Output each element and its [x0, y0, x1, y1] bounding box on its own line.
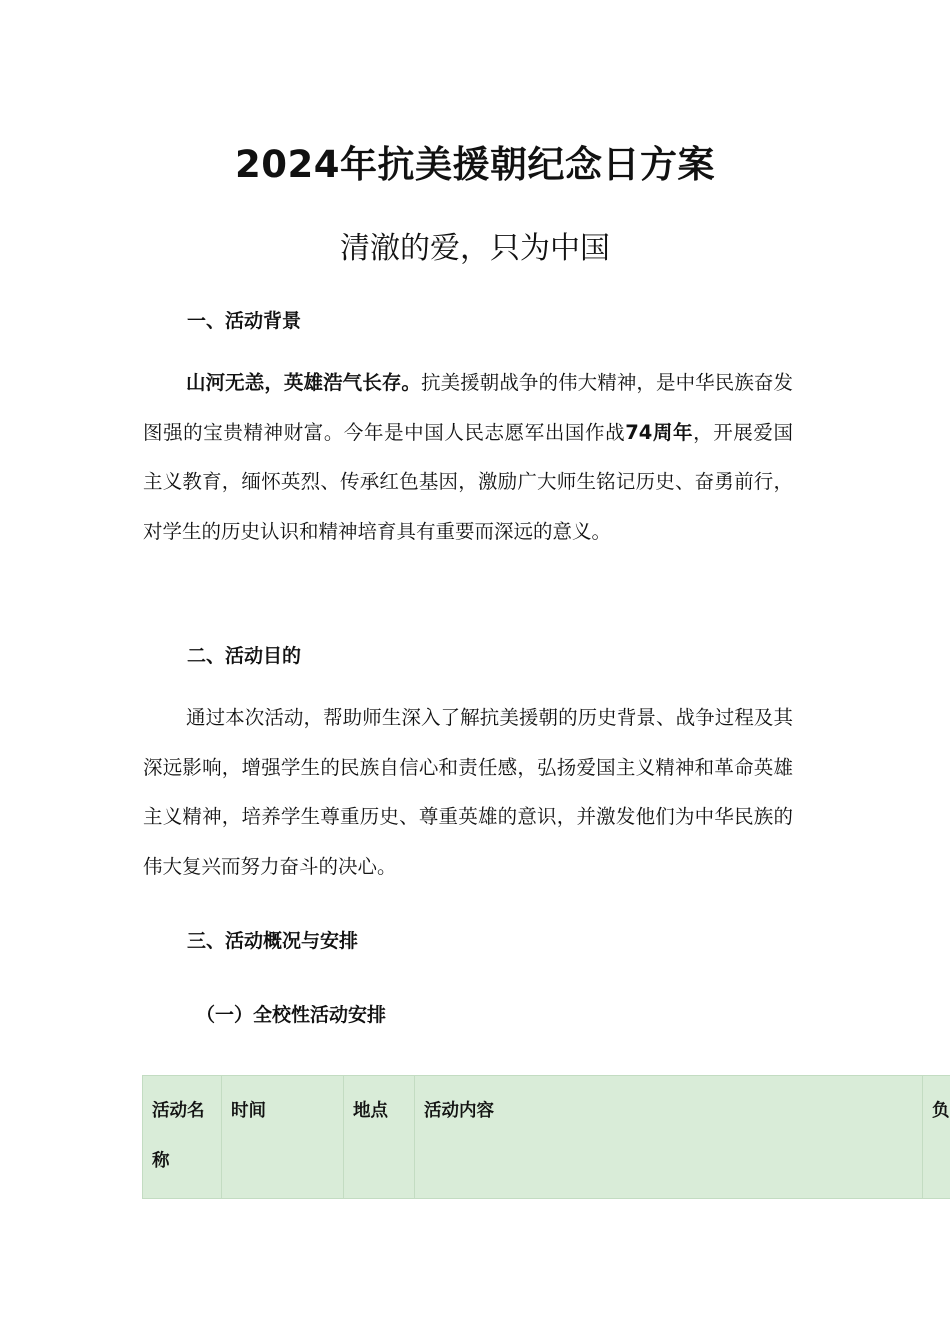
table-header-row: [143, 1076, 950, 1199]
schedule-table: [142, 1075, 950, 1199]
table-header-location: 地点: [344, 1076, 415, 1199]
section-heading-background: 一、活动背景: [187, 310, 302, 332]
document-subtitle: 清澈的爱，只为中国: [340, 231, 610, 266]
background-text-part1: 抗美援朝战争的伟大精神，是中华民族奋发图强的宝贵精神财富。今年是中国人民志愿军出国作战: [143, 371, 793, 444]
table-header-time: 时间: [222, 1076, 344, 1199]
section-heading-purpose: 二、活动目的: [187, 645, 302, 667]
table-header-content: 活动内容: [415, 1076, 923, 1199]
table-header-responsible: 负: [923, 1076, 950, 1199]
section-heading-overview: 三、活动概况与安排: [187, 930, 359, 952]
table-header-activity-name: 活动名称: [143, 1076, 222, 1199]
subsection-heading-schoolwide: （一）全校性活动安排: [196, 1004, 387, 1026]
background-bold-lead: 山河无恙，英雄浩气长存。: [186, 371, 421, 394]
background-bold-years: 74周年: [625, 420, 694, 444]
document-title: 2024年抗美援朝纪念日方案: [235, 143, 715, 186]
background-paragraph: [143, 358, 793, 557]
background-text-part2: ，开展爱国主义教育，缅怀英烈、传承红色基因，激励广大师生铭记历史、奋勇前行，对学生的历史认识和精神培育具有重要而深远的意义。: [143, 420, 793, 544]
purpose-paragraph: 通过本次活动，帮助师生深入了解抗美援朝的历史背景、战争过程及其深远影响，增强学生的民族自信心和责任感，弘扬爱国主义精神和革命英雄主义精神，培养学生尊重历史、尊重英雄的意识，并激发他们为中华民族的伟大复兴而努力奋斗的决心。: [143, 706, 793, 879]
